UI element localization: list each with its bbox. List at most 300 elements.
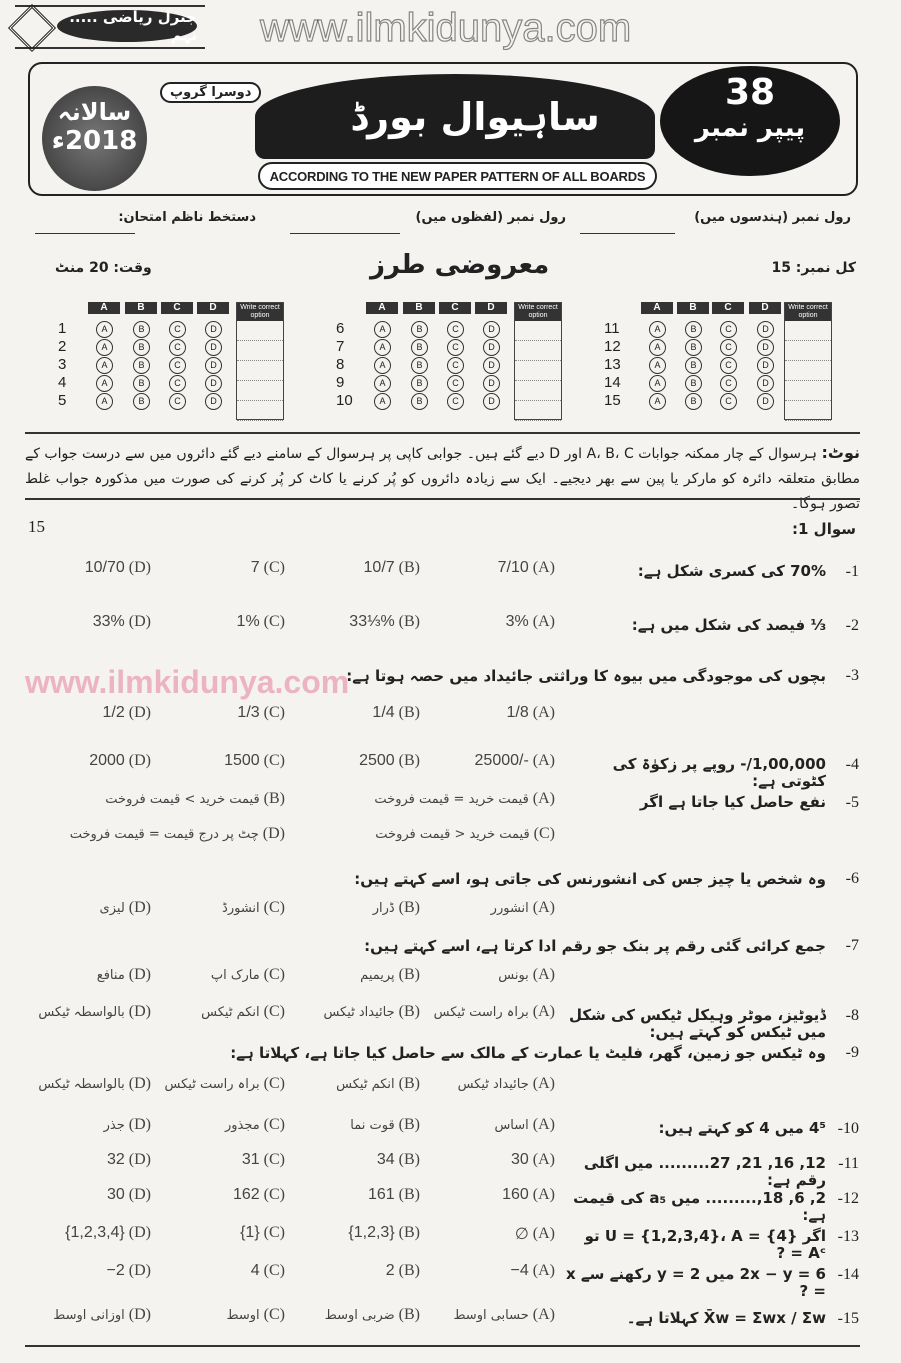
answer-bubble-15-a[interactable]: A bbox=[649, 393, 666, 410]
option-a[interactable] bbox=[507, 704, 555, 722]
question-number: -8 bbox=[845, 1007, 859, 1024]
roll-number-digits-field[interactable] bbox=[580, 232, 675, 234]
question-number: -5 bbox=[845, 794, 859, 811]
section-title: معروضی طرز bbox=[370, 250, 550, 280]
watermark-pink: www.ilmkidunya.com bbox=[25, 664, 350, 700]
option-value: قیمت خرید = قیمت فروخت bbox=[374, 791, 529, 807]
answer-bubble-6-b[interactable]: B bbox=[411, 321, 428, 338]
grid-row-number: 9 bbox=[336, 374, 345, 391]
option-value: بونس bbox=[498, 967, 529, 983]
option-label: (A) bbox=[532, 559, 555, 576]
option-label: (B) bbox=[398, 966, 420, 983]
option-b[interactable] bbox=[373, 899, 420, 917]
option-value: 1/4 bbox=[372, 704, 395, 721]
answer-bubble-5-c[interactable]: C bbox=[169, 393, 186, 410]
answer-bubble-7-a[interactable]: A bbox=[374, 339, 391, 356]
answer-bubble-10-c[interactable]: C bbox=[447, 393, 464, 410]
write-correct-option-box bbox=[784, 302, 832, 420]
option-d[interactable] bbox=[38, 1003, 151, 1021]
answer-bubble-5-d[interactable]: D bbox=[205, 393, 222, 410]
divider bbox=[25, 498, 860, 500]
roll-number-words-field[interactable] bbox=[290, 232, 400, 234]
answer-bubble-10-a[interactable]: A bbox=[374, 393, 391, 410]
option-label: (D) bbox=[128, 1116, 151, 1133]
option-label: (B) bbox=[263, 790, 285, 807]
option-d[interactable] bbox=[104, 1116, 151, 1134]
answer-bubble-3-b[interactable]: B bbox=[133, 357, 150, 374]
option-b[interactable] bbox=[377, 1151, 420, 1169]
paper-number-badge bbox=[660, 66, 840, 176]
answer-bubble-8-d[interactable]: D bbox=[483, 357, 500, 374]
grid-row-number: 3 bbox=[58, 356, 67, 373]
answer-bubble-5-a[interactable]: A bbox=[96, 393, 113, 410]
question-stem: 4⁵ میں 4 کو کہتے ہیں: bbox=[658, 1119, 826, 1137]
answer-bubble-1-c[interactable]: C bbox=[169, 321, 186, 338]
option-d[interactable] bbox=[107, 1262, 151, 1280]
option-label: (D) bbox=[128, 559, 151, 576]
answer-bubble-1-a[interactable]: A bbox=[96, 321, 113, 338]
total-marks: کل نمبر: 15 bbox=[771, 260, 856, 276]
option-label: (A) bbox=[532, 1151, 555, 1168]
option-d[interactable] bbox=[89, 752, 151, 770]
answer-bubble-7-d[interactable]: D bbox=[483, 339, 500, 356]
answer-grid-block bbox=[52, 300, 284, 422]
grid-row-number: 5 bbox=[58, 392, 67, 409]
option-label: (C) bbox=[533, 825, 555, 842]
option-a[interactable] bbox=[511, 1151, 555, 1169]
write-answer-cell[interactable] bbox=[785, 381, 831, 401]
option-c[interactable] bbox=[201, 1003, 285, 1021]
write-answer-cell[interactable] bbox=[785, 401, 831, 421]
grid-row-number: 4 bbox=[58, 374, 67, 391]
question-number: -10 bbox=[837, 1120, 859, 1137]
option-label: (D) bbox=[128, 752, 151, 769]
option-value: ∅ bbox=[514, 1226, 529, 1243]
option-d[interactable] bbox=[53, 1306, 151, 1324]
option-label: (B) bbox=[398, 1075, 420, 1092]
option-a[interactable] bbox=[434, 1003, 555, 1021]
pattern-caption: ACCORDING TO THE NEW PAPER PATTERN OF ALL BOARDS bbox=[258, 162, 657, 190]
option-label: (D) bbox=[128, 1151, 151, 1168]
answer-bubble-10-d[interactable]: D bbox=[483, 393, 500, 410]
option-label: (D) bbox=[128, 1224, 151, 1241]
option-a[interactable] bbox=[491, 899, 555, 917]
answer-bubble-15-d[interactable]: D bbox=[757, 393, 774, 410]
option-label: (A) bbox=[532, 1075, 555, 1092]
answer-bubble-2-c[interactable]: C bbox=[169, 339, 186, 356]
question-stem: 2x − y = 6 میں y = 2 رکھنے سے x = ? bbox=[565, 1265, 826, 1300]
option-label: (D) bbox=[128, 1306, 151, 1323]
option-c[interactable] bbox=[237, 613, 285, 631]
option-label: (C) bbox=[263, 1186, 285, 1203]
answer-bubble-3-c[interactable]: C bbox=[169, 357, 186, 374]
supervisor-signature-field[interactable] bbox=[35, 232, 135, 234]
question-number: -4 bbox=[845, 756, 859, 773]
write-answer-cell[interactable] bbox=[515, 381, 561, 401]
answer-bubble-14-d[interactable]: D bbox=[757, 375, 774, 392]
question-stem: 12, 16, 21, 27......... میں اگلی رقم ہے: bbox=[583, 1154, 826, 1189]
answer-bubble-11-a[interactable]: A bbox=[649, 321, 666, 338]
option-c[interactable] bbox=[233, 1186, 285, 1204]
option-label: (B) bbox=[398, 613, 420, 630]
question-heading: سوال 1: bbox=[792, 520, 856, 538]
answer-bubble-14-b[interactable]: B bbox=[685, 375, 702, 392]
answer-grid-block bbox=[330, 300, 562, 422]
answer-bubble-11-d[interactable]: D bbox=[757, 321, 774, 338]
option-label: (A) bbox=[532, 966, 555, 983]
option-value: {1,2,3,4} bbox=[65, 1224, 125, 1241]
option-d[interactable] bbox=[85, 559, 151, 577]
option-value: 1/3 bbox=[237, 704, 260, 721]
option-c[interactable] bbox=[227, 1306, 285, 1324]
option-value: 1/2 bbox=[102, 704, 125, 721]
option-value: 25000/- bbox=[474, 752, 529, 769]
option-value: بالواسطہ ٹیکس bbox=[38, 1004, 125, 1020]
option-value: 32 bbox=[106, 1151, 125, 1168]
option-value: بالواسطہ ٹیکس bbox=[38, 1076, 125, 1092]
option-value: لیزی bbox=[99, 900, 125, 916]
question-stem: 1,00,000/- روپے پر زکوٰۃ کی کٹوتی ہے: bbox=[612, 755, 826, 790]
option-d[interactable] bbox=[70, 825, 285, 843]
grid-row-number: 14 bbox=[604, 374, 621, 391]
option-value: اساس bbox=[494, 1117, 529, 1133]
option-label: (B) bbox=[398, 752, 420, 769]
option-value: 30 bbox=[510, 1151, 529, 1168]
option-label: (A) bbox=[532, 1186, 555, 1203]
answer-bubble-3-a[interactable]: A bbox=[96, 357, 113, 374]
question-number: -11 bbox=[838, 1155, 859, 1172]
option-value: −2 bbox=[106, 1262, 125, 1279]
answer-bubble-11-c[interactable]: C bbox=[720, 321, 737, 338]
option-label: (C) bbox=[263, 899, 285, 916]
question-number: -12 bbox=[837, 1190, 859, 1207]
answer-bubble-9-d[interactable]: D bbox=[483, 375, 500, 392]
answer-bubble-8-a[interactable]: A bbox=[374, 357, 391, 374]
option-c[interactable] bbox=[242, 1151, 285, 1169]
option-label: (B) bbox=[398, 559, 420, 576]
option-value: 161 bbox=[367, 1186, 395, 1203]
question-stem: وہ شخص یا چیز جس کی انشورنس کی جاتی ہو، اسے کہتے ہیں: bbox=[354, 870, 826, 888]
grid-header-d: D bbox=[475, 302, 507, 314]
option-b[interactable] bbox=[348, 1224, 420, 1242]
ornament-knot-icon bbox=[8, 4, 56, 52]
option-label: (A) bbox=[532, 752, 555, 769]
option-label: (D) bbox=[128, 704, 151, 721]
question-number: -15 bbox=[837, 1310, 859, 1327]
answer-bubble-4-b[interactable]: B bbox=[133, 375, 150, 392]
option-label: (A) bbox=[532, 1306, 555, 1323]
option-label: (C) bbox=[263, 1003, 285, 1020]
write-answer-cell[interactable] bbox=[785, 341, 831, 361]
write-answer-cell[interactable] bbox=[237, 341, 283, 361]
option-c[interactable] bbox=[240, 1224, 285, 1242]
option-a[interactable] bbox=[498, 559, 555, 577]
option-value: 33% bbox=[92, 613, 125, 630]
answer-bubble-13-d[interactable]: D bbox=[757, 357, 774, 374]
option-b[interactable] bbox=[386, 1262, 420, 1280]
option-a[interactable] bbox=[475, 752, 555, 770]
option-value: ضربی اوسط bbox=[324, 1307, 395, 1323]
grid-row-number: 13 bbox=[604, 356, 621, 373]
option-value: مارک اپ bbox=[210, 967, 260, 983]
option-label: (D) bbox=[128, 899, 151, 916]
option-label: (C) bbox=[263, 559, 285, 576]
option-label: (D) bbox=[128, 1075, 151, 1092]
option-value: 7/10 bbox=[497, 559, 529, 576]
grid-header-b: B bbox=[125, 302, 157, 314]
write-correct-option-label: Write correct option bbox=[515, 303, 561, 321]
question-stem: 2, 6, 18,......... میں a₅ کی قیمت ہے: bbox=[573, 1189, 826, 1224]
grid-header-a: A bbox=[88, 302, 120, 314]
answer-bubble-7-c[interactable]: C bbox=[447, 339, 464, 356]
answer-bubble-8-c[interactable]: C bbox=[447, 357, 464, 374]
option-label: (C) bbox=[263, 613, 285, 630]
option-a[interactable] bbox=[458, 1075, 555, 1093]
grid-row-number: 6 bbox=[336, 320, 345, 337]
paper-header-banner bbox=[28, 62, 858, 196]
answer-bubble-6-d[interactable]: D bbox=[483, 321, 500, 338]
option-label: (B) bbox=[398, 1003, 420, 1020]
answer-bubble-12-a[interactable]: A bbox=[649, 339, 666, 356]
divider bbox=[25, 432, 860, 434]
write-answer-cell[interactable] bbox=[237, 401, 283, 421]
write-answer-cell[interactable] bbox=[515, 321, 561, 341]
option-b[interactable] bbox=[360, 966, 420, 984]
option-value: مجذور bbox=[224, 1117, 260, 1133]
answer-bubble-6-a[interactable]: A bbox=[374, 321, 391, 338]
option-value: 1/8 bbox=[506, 704, 529, 721]
answer-bubble-7-b[interactable]: B bbox=[411, 339, 428, 356]
write-answer-cell[interactable] bbox=[237, 361, 283, 381]
option-a[interactable] bbox=[453, 1306, 555, 1324]
option-d[interactable] bbox=[65, 1224, 151, 1242]
option-label: (A) bbox=[532, 899, 555, 916]
option-b[interactable] bbox=[336, 1075, 420, 1093]
option-value: 1% bbox=[236, 613, 260, 630]
question-number: -3 bbox=[845, 667, 859, 684]
grid-row-number: 12 bbox=[604, 338, 621, 355]
grid-row-number: 15 bbox=[604, 392, 621, 409]
option-d[interactable] bbox=[93, 613, 151, 631]
subject-title: جنرل ریاضی ..... نہم bbox=[57, 10, 197, 42]
answer-bubble-11-b[interactable]: B bbox=[685, 321, 702, 338]
option-b[interactable] bbox=[364, 559, 420, 577]
question-marks: 15 bbox=[28, 517, 45, 536]
answer-bubble-1-b[interactable]: B bbox=[133, 321, 150, 338]
option-label: (D) bbox=[128, 1186, 151, 1203]
option-label: (A) bbox=[532, 613, 555, 630]
option-d[interactable] bbox=[103, 704, 151, 722]
option-label: (D) bbox=[128, 613, 151, 630]
option-c[interactable] bbox=[224, 752, 285, 770]
answer-bubble-15-c[interactable]: C bbox=[720, 393, 737, 410]
option-d[interactable] bbox=[97, 966, 151, 984]
option-c[interactable] bbox=[165, 1075, 285, 1093]
answer-bubble-9-c[interactable]: C bbox=[447, 375, 464, 392]
answer-bubble-2-a[interactable]: A bbox=[96, 339, 113, 356]
grid-header-d: D bbox=[749, 302, 781, 314]
write-correct-option-box bbox=[514, 302, 562, 420]
grid-header-d: D bbox=[197, 302, 229, 314]
option-label: (B) bbox=[398, 704, 420, 721]
option-a[interactable] bbox=[511, 1262, 555, 1280]
option-value: قیمت خرید > قیمت فروخت bbox=[105, 791, 260, 807]
answer-bubble-13-c[interactable]: C bbox=[720, 357, 737, 374]
answer-bubble-2-d[interactable]: D bbox=[205, 339, 222, 356]
option-label: (A) bbox=[532, 1116, 555, 1133]
option-label: (C) bbox=[263, 752, 285, 769]
grid-row-number: 10 bbox=[336, 392, 353, 409]
option-value: 3% bbox=[505, 613, 529, 630]
option-b[interactable] bbox=[350, 1116, 420, 1134]
option-c[interactable] bbox=[211, 966, 285, 984]
question-stem: نفع حاصل کیا جاتا ہے اگر bbox=[639, 793, 826, 811]
grid-header-c: C bbox=[161, 302, 193, 314]
option-value: انکم ٹیکس bbox=[336, 1076, 395, 1092]
write-answer-cell[interactable] bbox=[515, 361, 561, 381]
option-label: (C) bbox=[263, 966, 285, 983]
option-label: (B) bbox=[398, 1306, 420, 1323]
option-label: (B) bbox=[398, 1262, 420, 1279]
option-value: جذر bbox=[103, 1117, 125, 1133]
year-value: 2018ء bbox=[51, 126, 138, 156]
write-answer-cell[interactable] bbox=[515, 401, 561, 421]
answer-bubble-4-a[interactable]: A bbox=[96, 375, 113, 392]
answer-bubble-13-a[interactable]: A bbox=[649, 357, 666, 374]
option-value: انشورر bbox=[490, 900, 529, 916]
option-c[interactable] bbox=[237, 704, 285, 722]
question-stem: جمع کرائی گئی رقم پر بنک جو رقم ادا کرتا ہے، اسے کہتے ہیں: bbox=[364, 937, 826, 955]
write-correct-option-label: Write correct option bbox=[237, 303, 283, 321]
option-value: 30 bbox=[106, 1186, 125, 1203]
option-value: 7 bbox=[250, 559, 260, 576]
answer-bubble-15-b[interactable]: B bbox=[685, 393, 702, 410]
option-label: (D) bbox=[128, 966, 151, 983]
option-value: 10/7 bbox=[363, 559, 395, 576]
answer-bubble-9-a[interactable]: A bbox=[374, 375, 391, 392]
answer-bubble-1-d[interactable]: D bbox=[205, 321, 222, 338]
option-b[interactable] bbox=[323, 1003, 420, 1021]
option-value: 160 bbox=[502, 1186, 529, 1203]
option-b[interactable] bbox=[349, 613, 420, 631]
option-b[interactable] bbox=[372, 704, 420, 722]
option-c[interactable] bbox=[251, 559, 285, 577]
grid-row-number: 8 bbox=[336, 356, 345, 373]
question-number: -2 bbox=[845, 617, 859, 634]
option-a[interactable] bbox=[515, 1224, 555, 1244]
option-label: (A) bbox=[532, 790, 555, 807]
option-a[interactable] bbox=[374, 790, 555, 808]
paper-number-label: پیپر نمبر bbox=[694, 113, 806, 143]
option-value: 31 bbox=[241, 1151, 260, 1168]
answer-bubble-12-b[interactable]: B bbox=[685, 339, 702, 356]
option-value: قوت نما bbox=[350, 1117, 395, 1133]
option-value: 4 bbox=[250, 1262, 260, 1279]
answer-bubble-5-b[interactable]: B bbox=[133, 393, 150, 410]
option-label: (C) bbox=[263, 1306, 285, 1323]
option-value: اوسط bbox=[226, 1307, 260, 1323]
option-value: براہ راست ٹیکس bbox=[164, 1076, 260, 1092]
option-b[interactable] bbox=[105, 790, 285, 808]
option-label: (A) bbox=[532, 1262, 555, 1279]
answer-bubble-9-b[interactable]: B bbox=[411, 375, 428, 392]
option-b[interactable] bbox=[325, 1306, 420, 1324]
question-stem: بچوں کی موجودگی میں بیوہ کا وراثتی جائیداد میں حصہ ہوتا ہے: bbox=[346, 667, 826, 685]
answer-bubble-14-a[interactable]: A bbox=[649, 375, 666, 392]
write-answer-cell[interactable] bbox=[237, 321, 283, 341]
option-label: (C) bbox=[263, 704, 285, 721]
write-answer-cell[interactable] bbox=[237, 381, 283, 401]
answer-bubble-2-b[interactable]: B bbox=[133, 339, 150, 356]
write-answer-cell[interactable] bbox=[785, 321, 831, 341]
note-text: ہرسوال کے چار ممکنہ جوابات A، B، C اور D دیے گئے ہیں۔ جوابی کاپی پر ہرسوال کے سامنے دیے گئے دائروں میں سے درست جواب کے مطابق متعلقہ دائرہ کو مارکر یا پین سے بھر دیجیے۔ ایک سے زیادہ دائروں کو پُر کرنے یا کاٹ کر پُر کرنے کی صورت میں مذکورہ جواب غلط تصور ہوگا۔ bbox=[25, 446, 860, 512]
question-stem: اگر U = {1,2,3,4}، A = {4} تو Aᶜ = ? bbox=[584, 1227, 826, 1262]
answer-bubble-12-d[interactable]: D bbox=[757, 339, 774, 356]
paper-number: 38 bbox=[724, 72, 776, 113]
question-number: -14 bbox=[837, 1266, 859, 1283]
answer-bubble-6-c[interactable]: C bbox=[447, 321, 464, 338]
option-label: (D) bbox=[128, 1003, 151, 1020]
answer-bubble-10-b[interactable]: B bbox=[411, 393, 428, 410]
option-value: 34 bbox=[376, 1151, 395, 1168]
answer-bubble-13-b[interactable]: B bbox=[685, 357, 702, 374]
option-c[interactable] bbox=[222, 899, 285, 917]
answer-bubble-8-b[interactable]: B bbox=[411, 357, 428, 374]
option-value: 162 bbox=[232, 1186, 260, 1203]
write-correct-option-box bbox=[236, 302, 284, 420]
option-value: 2 bbox=[385, 1262, 395, 1279]
option-a[interactable] bbox=[498, 966, 555, 984]
option-label: (D) bbox=[262, 825, 285, 842]
option-value: ڈرار bbox=[372, 900, 395, 916]
option-value: {1} bbox=[240, 1224, 260, 1241]
answer-bubble-14-c[interactable]: C bbox=[720, 375, 737, 392]
answer-bubble-4-c[interactable]: C bbox=[169, 375, 186, 392]
option-d[interactable] bbox=[38, 1075, 151, 1093]
write-answer-cell[interactable] bbox=[515, 341, 561, 361]
option-a[interactable] bbox=[494, 1116, 555, 1134]
answer-bubble-4-d[interactable]: D bbox=[205, 375, 222, 392]
option-d[interactable] bbox=[100, 899, 151, 917]
option-b[interactable] bbox=[368, 1186, 420, 1204]
note-label: نوٹ: bbox=[821, 443, 861, 462]
option-d[interactable] bbox=[107, 1186, 151, 1204]
option-label: (B) bbox=[398, 1224, 420, 1241]
option-value: 2000 bbox=[89, 752, 125, 769]
option-c[interactable] bbox=[375, 825, 555, 843]
grid-row-number: 11 bbox=[604, 320, 620, 337]
divider bbox=[25, 1345, 860, 1347]
option-c[interactable] bbox=[251, 1262, 285, 1280]
write-answer-cell[interactable] bbox=[785, 361, 831, 381]
option-label: (A) bbox=[532, 704, 555, 721]
option-value: منافع bbox=[96, 967, 125, 983]
question-stem: X̄w = Σwx / Σw کہلاتا ہے۔ bbox=[626, 1309, 826, 1327]
answer-bubble-12-c[interactable]: C bbox=[720, 339, 737, 356]
option-b[interactable] bbox=[359, 752, 420, 770]
watermark-outline: www.ilmkidunya.com bbox=[260, 6, 632, 50]
option-label: (C) bbox=[263, 1224, 285, 1241]
grid-header-c: C bbox=[712, 302, 744, 314]
supervisor-signature-label: دستخط ناظم امتحان: bbox=[118, 210, 256, 225]
question-stem: ڈیوٹیز، موٹر وہیکل ٹیکس کی شکل میں ٹیکس کو کہتے ہیں: bbox=[568, 1006, 826, 1041]
option-c[interactable] bbox=[225, 1116, 285, 1134]
answer-bubble-3-d[interactable]: D bbox=[205, 357, 222, 374]
option-a[interactable] bbox=[506, 613, 555, 631]
option-a[interactable] bbox=[502, 1186, 555, 1204]
option-d[interactable] bbox=[107, 1151, 151, 1169]
option-value: اوزانی اوسط bbox=[53, 1307, 125, 1323]
